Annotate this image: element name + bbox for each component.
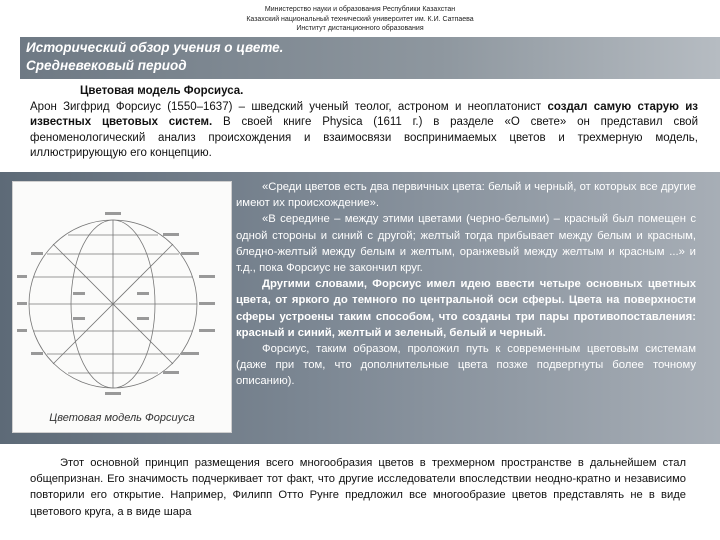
ministry-header bbox=[0, 5, 720, 34]
intro-text-plain: Арон Зигфрид Форсиус (1550–1637) – шведский ученый теолог, астроном и неоплатонист bbox=[30, 100, 548, 113]
quote-paragraph-2: «В середине – между этими цветами (черно-белыми) – красный был помещен с одной стороны и синий с другой; желтый тогда прибывает между белым и красным, бледно-желтый между белым и желтым, оранжевый между желтым и красным ...» и т.д., пока Форсиус не закончил круг. bbox=[236, 213, 696, 275]
intro-text-bold: создал самую старую из известных цветовых систем. bbox=[30, 100, 699, 128]
bottom-block bbox=[30, 455, 686, 520]
page-title-line-1: Исторический обзор учения о цвете. bbox=[26, 40, 284, 55]
title-bar bbox=[20, 37, 720, 79]
intro-text-rest: В своей книге Physica (1611 г.) в разделе «О свете» он представил свой феноменологический анализ происхождения и взаимосвязи воспринимаемых цветов и трехмерную модель, иллюстрирующую его концепцию. bbox=[30, 116, 698, 159]
ministry-line-2: Казахский национальный технический университет им. К.И. Сатпаева bbox=[246, 15, 474, 23]
bottom-paragraph: Этот основной принцип размещения всего многообразия цветов в трехмерном пространстве в дальнейшем стал общепризнан. Его значимость подчеркивает тот факт, что другие исследователи впоследствии неодно-кратно и независимо повторили его открытие. Например, Филипп Отто Рунге предложил все многообразие цветов представлять не в виде цветового круга, а в виде шара bbox=[30, 457, 686, 518]
forsius-figure bbox=[12, 181, 232, 433]
quote-paragraph-4: Форсиус, таким образом, проложил путь к современным цветовым системам (даже при том, что дополнительные цвета позже подвергнуты более точному описанию). bbox=[236, 343, 696, 388]
quote-paragraph-1: «Среди цветов есть два первичных цвета: белый и черный, от которых все другие имеют их происхождение». bbox=[236, 181, 696, 210]
quote-paragraph-3: Другими словами, Форсиус имел идею ввести четыре основных цветных цвета, от яркого до темного по центральной оси сферы. Цвета на поверхности сферы устроены таким способом, что созданы три пары противопоставления: красный и синий, желтый и зеленый, белый и черный. bbox=[236, 278, 696, 339]
ministry-line-3: Институт дистанционного образования bbox=[296, 25, 424, 32]
intro-paragraph bbox=[30, 100, 698, 162]
figure-caption: Цветовая модель Форсиуса bbox=[49, 412, 195, 424]
ministry-line-1: Министерство науки и образования Республики Казахстан bbox=[264, 6, 456, 13]
intro-block bbox=[30, 84, 698, 162]
page-title-line-2: Средневековый период bbox=[26, 58, 187, 73]
quote-block bbox=[236, 179, 696, 390]
intro-heading: Цветовая модель Форсиуса. bbox=[80, 85, 244, 97]
forsius-sphere-diagram bbox=[13, 182, 231, 432]
